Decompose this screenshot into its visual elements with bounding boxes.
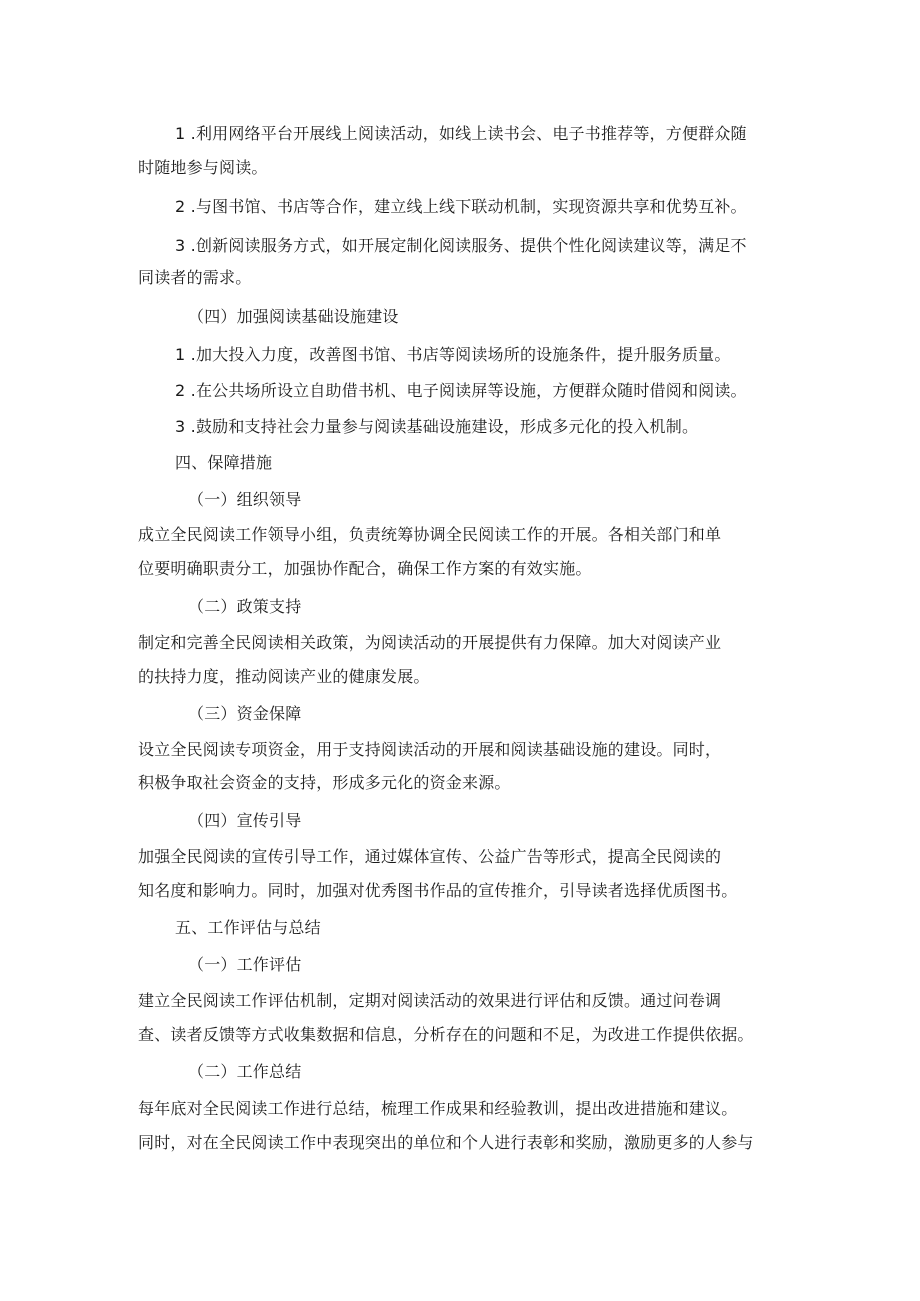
paragraph-line: 成立全民阅读工作领导小组，负责统筹协调全民阅读工作的开展。各相关部门和单 <box>138 525 722 544</box>
paragraph-line: 知名度和影响力。同时，加强对优秀图书作品的宣传推介，引导读者选择优质图书。 <box>138 881 738 900</box>
subheading-summary: （二）工作总结 <box>188 1062 302 1081</box>
paragraph-line: 设立全民阅读专项资金，用于支持阅读活动的开展和阅读基础设施的建设。同时， <box>138 740 722 759</box>
paragraph-line: 位要明确职责分工，加强协作配合，确保工作方案的有效实施。 <box>138 559 592 578</box>
list-item-1: 1 .加大投入力度，改善图书馆、书店等阅读场所的设施条件，提升服务质量。 <box>175 345 731 364</box>
list-item-2: 2 .与图书馆、书店等合作，建立线上线下联动机制，实现资源共享和优势互补。 <box>175 197 747 216</box>
paragraph-line: 加强全民阅读的宣传引导工作，通过媒体宣传、公益广告等形式，提高全民阅读的 <box>138 847 722 866</box>
paragraph-line: 每年底对全民阅读工作进行总结，梳理工作成果和经验教训，提出改进措施和建议。 <box>138 1099 738 1118</box>
section-heading-safeguards: 四、保障措施 <box>175 453 273 472</box>
subheading-policy: （二）政策支持 <box>188 597 302 616</box>
subheading-funding: （三）资金保障 <box>188 704 302 723</box>
list-item-1-line-2: 时随地参与阅读。 <box>138 158 268 177</box>
list-item-2: 2 .在公共场所设立自助借书机、电子阅读屏等设施，方便群众随时借阅和阅读。 <box>175 381 747 400</box>
list-item-3-line-1: 3 .创新阅读服务方式，如开展定制化阅读服务、提供个性化阅读建议等，满足不 <box>175 236 747 255</box>
subheading-publicity: （四）宣传引导 <box>188 811 302 830</box>
subheading-organization: （一）组织领导 <box>188 490 302 509</box>
paragraph-line: 制定和完善全民阅读相关政策，为阅读活动的开展提供有力保障。加大对阅读产业 <box>138 633 722 652</box>
subheading-assessment: （一）工作评估 <box>188 955 302 974</box>
subheading-infrastructure: （四）加强阅读基础设施建设 <box>188 307 399 326</box>
paragraph-line: 积极争取社会资金的支持，形成多元化的资金来源。 <box>138 773 511 792</box>
section-heading-evaluation: 五、工作评估与总结 <box>175 918 321 937</box>
paragraph-line: 查、读者反馈等方式收集数据和信息，分析存在的问题和不足，为改进工作提供依据。 <box>138 1025 754 1044</box>
list-item-3-line-2: 同读者的需求。 <box>138 268 252 287</box>
paragraph-line: 的扶持力度，推动阅读产业的健康发展。 <box>138 667 430 686</box>
list-item-1-line-1: 1 .利用网络平台开展线上阅读活动，如线上读书会、电子书推荐等，方便群众随 <box>175 124 747 143</box>
paragraph-line: 同时，对在全民阅读工作中表现突出的单位和个人进行表彰和奖励，激励更多的人参与 <box>138 1133 754 1152</box>
paragraph-line: 建立全民阅读工作评估机制，定期对阅读活动的效果进行评估和反馈。通过问卷调 <box>138 991 722 1010</box>
list-item-3: 3 .鼓励和支持社会力量参与阅读基础设施建设，形成多元化的投入机制。 <box>175 417 699 436</box>
